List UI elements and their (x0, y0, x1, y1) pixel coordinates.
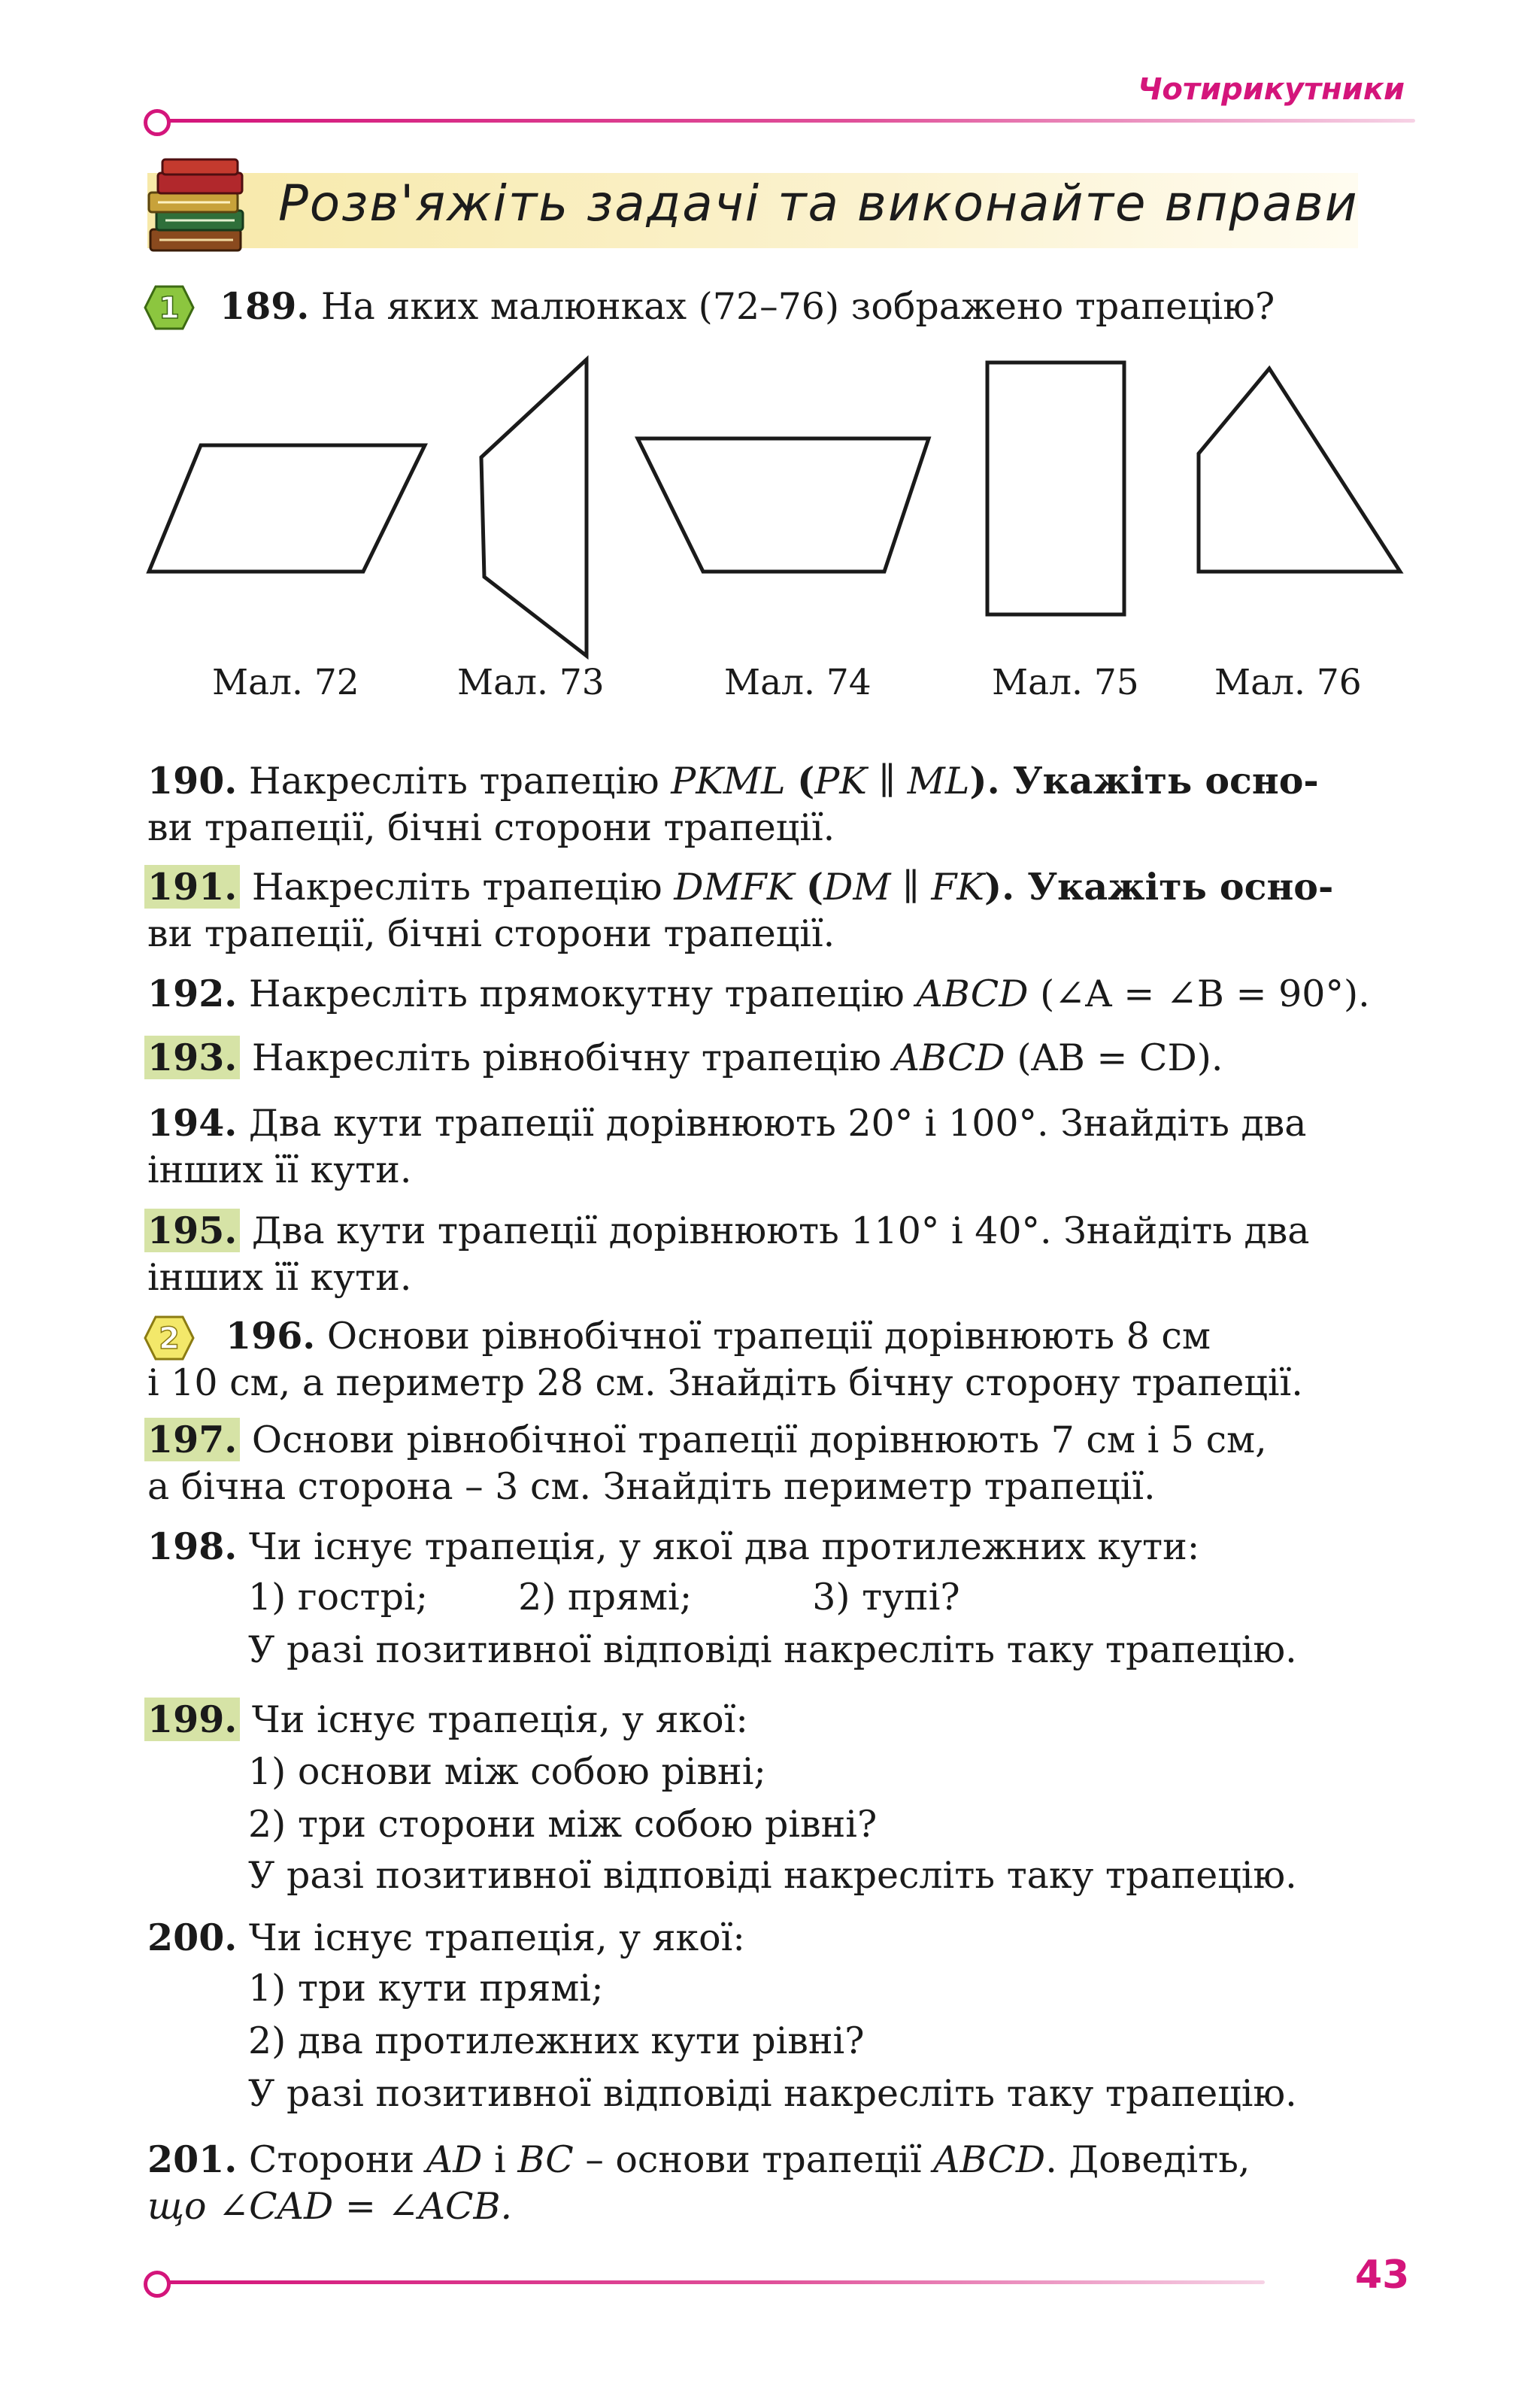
footer-ring-icon (144, 2271, 171, 2298)
figures (0, 0, 1540, 677)
svg-text:1: 1 (159, 291, 180, 326)
problem-199-instruction: У разі позитивної відповіді накресліть таку трапецію. (248, 1854, 1297, 1897)
problem-text: На яких малюнках (72–76) зображено трапецію? (320, 285, 1275, 328)
problem-200-instruction: У разі позитивної відповіді накресліть таку трапецію. (248, 2072, 1297, 2115)
figure-73-trapezoid (481, 360, 587, 656)
banner-title: Розв'яжіть задачі та виконайте вправи (278, 174, 1359, 232)
problem-193: 193. Накресліть рівнобічну трапецію ABCD (AB = CD). (147, 1034, 1223, 1082)
figure-label: Мал. 74 (724, 662, 872, 703)
problem-200-option-1: 1) три кути прямі; (248, 1967, 604, 2010)
problem-196: 196. Основи рівнобічної трапеції дорівнюють 8 см і 10 см, а периметр 28 см. Знайдіть бічну сторону трапеції. (147, 1314, 1303, 1404)
problem-194: 194. Два кути трапеції дорівнюють 20° і 100°. Знайдіть два інших її кути. (147, 1101, 1307, 1191)
figure-label: Мал. 76 (1214, 662, 1362, 703)
figure-label: Мал. 73 (457, 662, 605, 703)
figure-72-parallelogram (149, 445, 425, 572)
problem-190: 190. Накресліть трапецію PKML (PK ∥ ML). Укажіть осно- ви трапеції, бічні сторони трапеції. (147, 759, 1319, 849)
figure-74-trapezoid (638, 438, 929, 572)
problem-199: 199. Чи існує трапеція, у якої: (147, 1696, 748, 1743)
svg-text:2: 2 (159, 1321, 180, 1356)
footer-rule (167, 2280, 1265, 2284)
figure-label: Мал. 72 (212, 662, 359, 703)
problem-200: 200. Чи існує трапеція, у якої: (147, 1916, 745, 1959)
problem-199-option-1: 1) основи між собою рівні; (248, 1750, 766, 1793)
problem-number: 189. (220, 284, 310, 328)
page-number: 43 (1355, 2253, 1410, 2298)
figure-label: Мал. 75 (992, 662, 1139, 703)
problem-191: 191. Накресліть трапецію DMFK (DM ∥ FK). Укажіть осно- ви трапеції, бічні сторони трапеції. (147, 863, 1403, 957)
problem-197: 197. Основи рівнобічної трапеції дорівнюють 7 см і 5 см, а бічна сторона – 3 см. Знайдіть периметр трапеції. (147, 1416, 1267, 1510)
problem-198: 198. Чи існує трапеція, у якої два протилежних кути: (147, 1525, 1200, 1568)
problem-201: 201. Сторони AD і BC – основи трапеції ABCD. Доведіть, що ∠CAD = ∠ACB. (147, 2138, 1250, 2228)
figure-75-rectangle (987, 363, 1124, 614)
problem-199-option-2: 2) три сторони між собою рівні? (248, 1803, 878, 1846)
figure-76-quadrilateral (1199, 369, 1400, 572)
problem-192: 192. Накресліть прямокутну трапецію ABCD (∠A = ∠B = 90°). (147, 972, 1370, 1015)
section-title: Чотирикутники (1138, 72, 1405, 107)
problem-195: 195. Два кути трапеції дорівнюють 110° і 40°. Знайдіть два інших її кути. (147, 1207, 1309, 1301)
problem-198-options: 1) гострі; 2) прямі; 3) тупі? (248, 1576, 960, 1619)
problem-198-instruction: У разі позитивної відповіді накресліть таку трапецію. (248, 1628, 1297, 1671)
problem-200-option-2: 2) два протилежних кути рівні? (248, 2019, 865, 2062)
problem-number: 191. (144, 865, 240, 909)
